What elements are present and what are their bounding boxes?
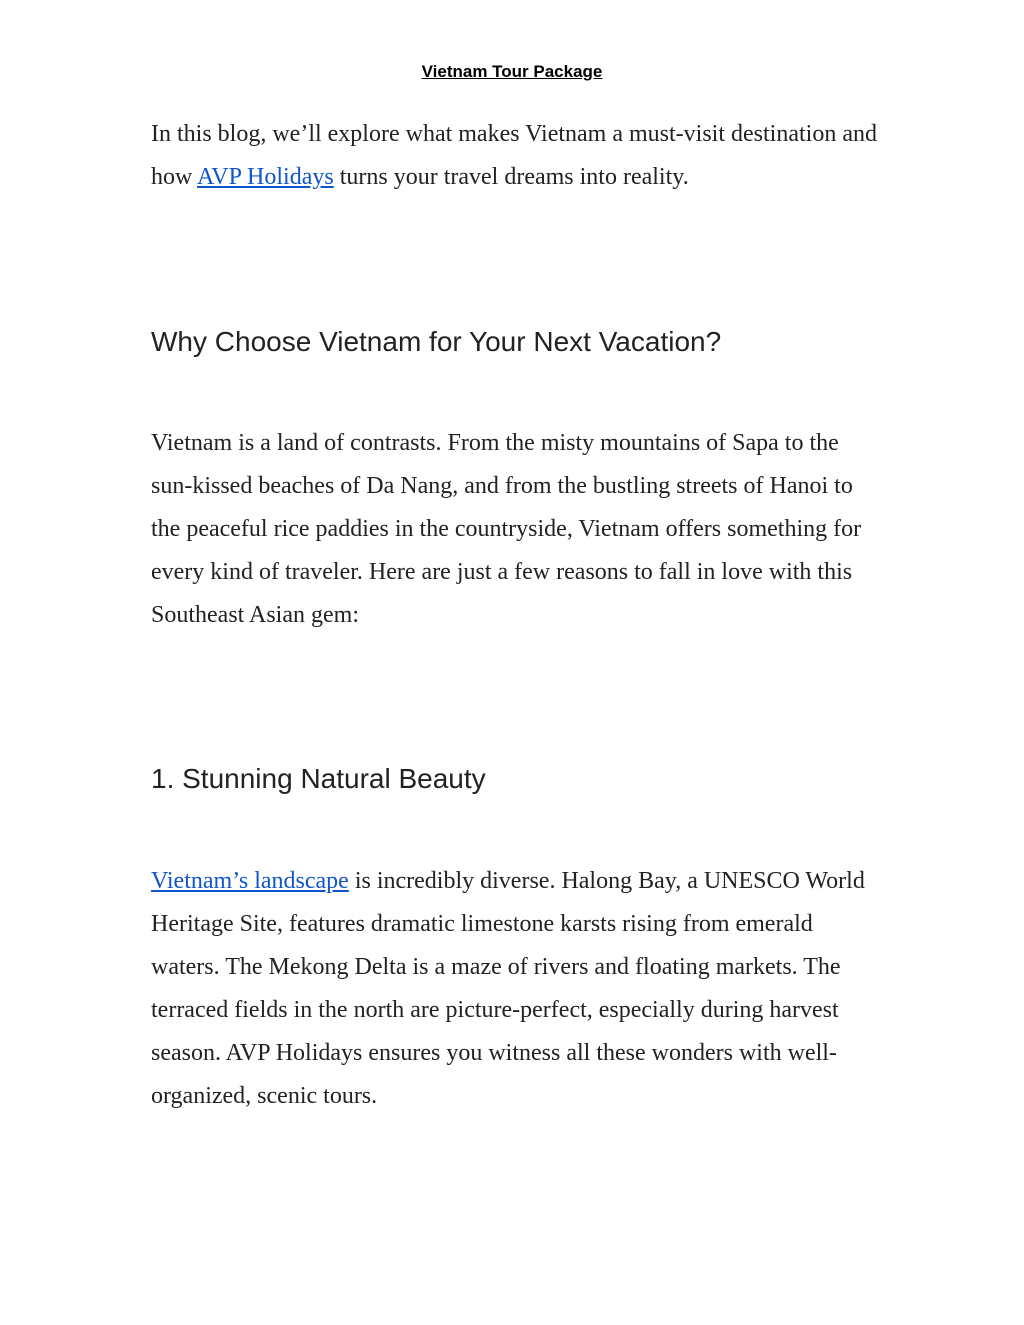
avp-holidays-link[interactable]: AVP Holidays	[197, 164, 334, 190]
natural-beauty-paragraph	[151, 860, 881, 1118]
intro-text-before-link: In this blog, we’ll explore what makes Vietnam a must-visit destination and how	[151, 121, 877, 190]
why-heading-section	[151, 324, 881, 360]
natural-beauty-heading: 1. Stunning Natural Beauty	[151, 763, 486, 794]
beauty-heading-section	[151, 761, 881, 797]
why-paragraph-section	[151, 422, 881, 637]
intro-text-after-link: turns your travel dreams into reality.	[333, 164, 689, 190]
beauty-text-after-link: is incredibly diverse. Halong Bay, a UNESCO World Heritage Site, features dramatic limestone karsts rising from emerald waters. The Mekong Delta is a maze of rivers and floating markets. The terraced fields in the north are picture-perfect, especially during harvest season. AVP Holidays ensures you witness all these wonders with well-organized, scenic tours.	[151, 868, 865, 1109]
why-choose-heading: Why Choose Vietnam for Your Next Vacation?	[151, 326, 722, 357]
vietnam-landscape-link[interactable]: Vietnam’s landscape	[151, 868, 349, 894]
header-tour-package-link[interactable]: Vietnam Tour Package	[421, 62, 603, 81]
beauty-paragraph-section	[151, 860, 881, 1118]
why-choose-paragraph: Vietnam is a land of contrasts. From the misty mountains of Sapa to the sun-kissed beaches of Da Nang, and from the bustling streets of Hanoi to the peaceful rice paddies in the countryside, Vietnam offers something for every kind of traveler. Here are just a few reasons to fall in love with this Southeast Asian gem:	[151, 430, 862, 628]
intro-paragraph	[151, 113, 881, 199]
intro-section	[151, 113, 881, 199]
